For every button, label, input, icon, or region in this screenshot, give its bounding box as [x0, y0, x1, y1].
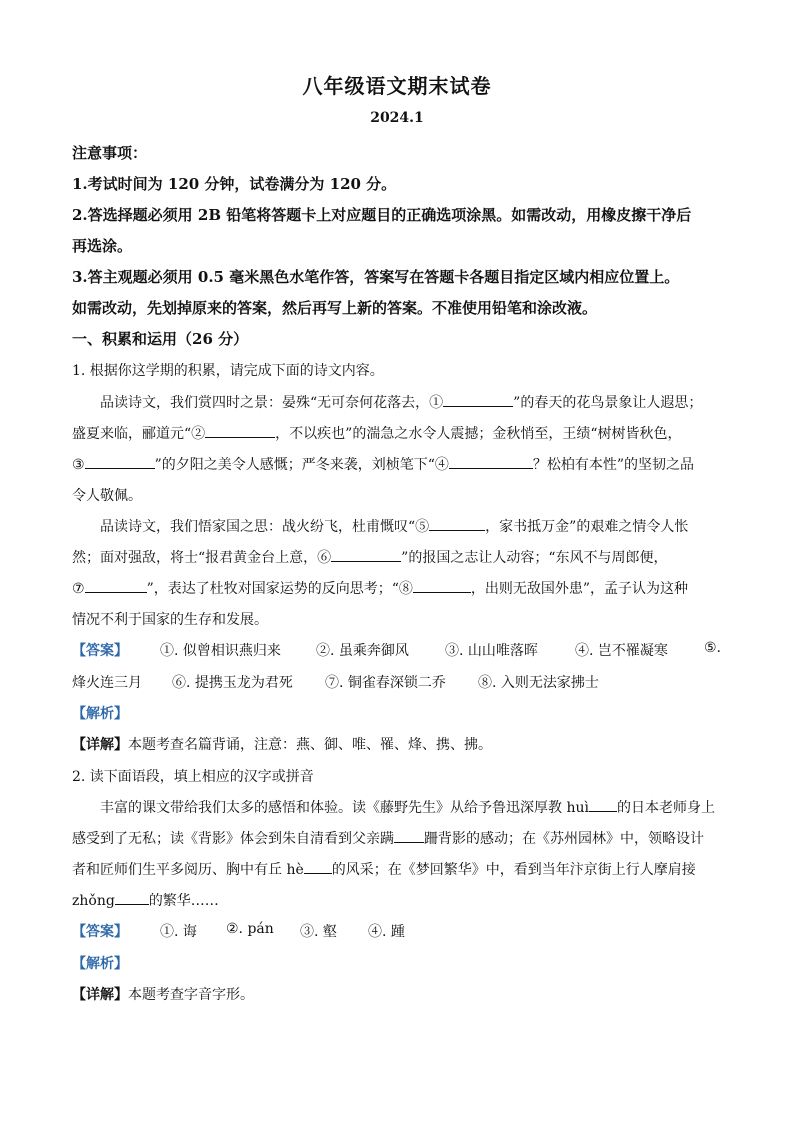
text-segment: 品读诗文，我们赏四时之景：晏殊“无可奈何花落去，① [100, 395, 444, 411]
text-segment: 然；面对强敌，将士“报君黄金台上意，⑥ [72, 550, 332, 566]
q1-p2-line4: 情况不利于国家的生存和发展。 [72, 612, 268, 628]
answer-item: ⑥. 提携玉龙为君死 [172, 675, 293, 691]
text-segment: ⑦ [72, 581, 85, 597]
notice-heading: 注意事项： [72, 144, 148, 162]
q1-p2-line1 [100, 516, 722, 536]
q1-p1-line2 [72, 423, 722, 443]
text-segment: 的风采；在《梦回繁华》中，看到当年汴京街上行人摩肩接 [331, 862, 696, 878]
text-segment: ，出则无敌国外患”，孟子认为这种 [470, 581, 689, 597]
q1-p1-line3 [72, 454, 722, 474]
fill-blank-2[interactable] [205, 423, 275, 438]
text-segment: ”，表达了杜牧对国家运势的反向思考；“⑧ [146, 581, 413, 597]
q1-detail [72, 734, 722, 754]
answer-item: ②. 虽乘奔御风 [316, 643, 409, 659]
notice-item-1: 1.考试时间为 120 分钟，试卷满分为 120 分。 [72, 175, 397, 193]
fill-blank-4[interactable] [449, 454, 533, 469]
q2-prompt: 2. 读下面语段，填上相应的汉字或拼音 [72, 769, 314, 785]
text-segment: 的繁华…… [148, 893, 219, 909]
analysis-label: 【解析】 [72, 706, 128, 722]
answer-item: ③. 壑 [300, 924, 337, 940]
notice-item-3a: 3.答主观题必须用 0.5 毫米黑色水笔作答，答案写在答题卡各题目指定区域内相应位置上。 [72, 268, 680, 286]
answer-label: 【答案】 [72, 924, 128, 940]
answer-item: ①. 诲 [160, 924, 197, 940]
text-segment: ”的报国之志让人动容；“东风不与周郎便， [401, 550, 668, 566]
fill-blank-q2-3[interactable] [304, 859, 332, 874]
q1-p2-line2 [72, 547, 722, 567]
notice-item-2a: 2.答选择题必须用 2B 铅笔将答题卡上对应题目的正确选项涂黑。如需改动，用橡皮擦干净后 [72, 206, 692, 224]
fill-blank-q2-1[interactable] [589, 797, 617, 812]
answer-item: ②. pán [226, 921, 274, 937]
detail-text: 本题考查字音字形。 [128, 987, 254, 1003]
text-segment: ，家书抵万金”的艰难之情令人怅 [485, 519, 689, 535]
text-segment: ③ [72, 457, 85, 473]
answer-item: ④. 岂不罹凝寒 [575, 643, 668, 659]
q2-detail [72, 984, 722, 1004]
answer-label: 【答案】 [72, 643, 128, 659]
text-segment: ”的夕阳之美令人感慨；严冬来袭，刘桢笔下“④ [154, 457, 449, 473]
analysis-label: 【解析】 [72, 956, 128, 972]
q1-prompt: 1. 根据你这学期的积累，请完成下面的诗文内容。 [72, 363, 384, 379]
fill-blank-3[interactable] [85, 454, 155, 469]
text-segment: zhǒng [72, 893, 115, 909]
text-segment: ”的春天的花鸟景象让人遐思； [513, 395, 703, 411]
fill-blank-q2-2[interactable] [394, 828, 424, 843]
answer-item: ①. 似曾相识燕归来 [160, 643, 281, 659]
answer-item: ③. 山山唯落晖 [445, 643, 538, 659]
text-segment: 品读诗文，我们悟家国之思：战火纷飞，杜甫慨叹“⑤ [100, 519, 430, 535]
page-title: 八年级语文期末试卷 [302, 74, 492, 98]
fill-blank-5[interactable] [429, 516, 485, 531]
text-segment: 盛夏来临，郦道元“② [72, 426, 206, 442]
notice-item-2b: 再选涂。 [72, 237, 133, 255]
fill-blank-7[interactable] [85, 578, 147, 593]
fill-blank-6[interactable] [331, 547, 401, 562]
notice-item-3b: 如需改动，先划掉原来的答案，然后再写上新的答案。不准使用铅笔和涂改液。 [72, 299, 598, 317]
answer-item: ⑧. 入则无法家拂士 [478, 675, 599, 691]
q2-line2 [72, 828, 722, 848]
detail-text: 本题考查名篇背诵，注意：燕、御、唯、罹、烽、携、拂。 [128, 737, 492, 753]
answer-item: ⑦. 铜雀春深锁二乔 [325, 675, 446, 691]
q2-line1 [100, 797, 722, 817]
q2-line3 [72, 859, 722, 879]
q1-p1-line1 [100, 392, 722, 412]
answer-item: 烽火连三月 [72, 675, 142, 691]
fill-blank-q2-4[interactable] [115, 890, 149, 905]
text-segment: 跚背影的感动；在《苏州园林》中，领略设计 [424, 831, 704, 847]
text-segment: ？松柏有本性”的坚韧之品 [532, 457, 695, 473]
fill-blank-8[interactable] [413, 578, 471, 593]
q1-p1-line4: 令人敬佩。 [72, 488, 142, 504]
detail-label: 【详解】 [72, 987, 128, 1003]
answer-item: ⑤. [704, 640, 722, 656]
text-segment: ，不以疾也”的湍急之水令人震撼；金秋悄至，王绩“树树皆秋色， [275, 426, 682, 442]
fill-blank-1[interactable] [443, 392, 513, 407]
q1-p2-line3 [72, 578, 722, 598]
section-heading: 一、积累和运用（26 分） [72, 330, 249, 348]
text-segment: 感受到了无私；读《背影》体会到朱自清看到父亲蹒 [72, 831, 394, 847]
detail-label: 【详解】 [72, 737, 128, 753]
text-segment: 的日本老师身上 [616, 800, 715, 816]
answer-item: ④. 踵 [368, 924, 405, 940]
q2-line4 [72, 890, 722, 910]
text-segment: 丰富的课文带给我们太多的感悟和体验。读《藤野先生》从给予鲁迅深厚教 huì [100, 800, 589, 816]
text-segment: 者和匠师们生平多阅历、胸中有丘 hè [72, 862, 304, 878]
exam-date: 2024.1 [370, 110, 424, 126]
